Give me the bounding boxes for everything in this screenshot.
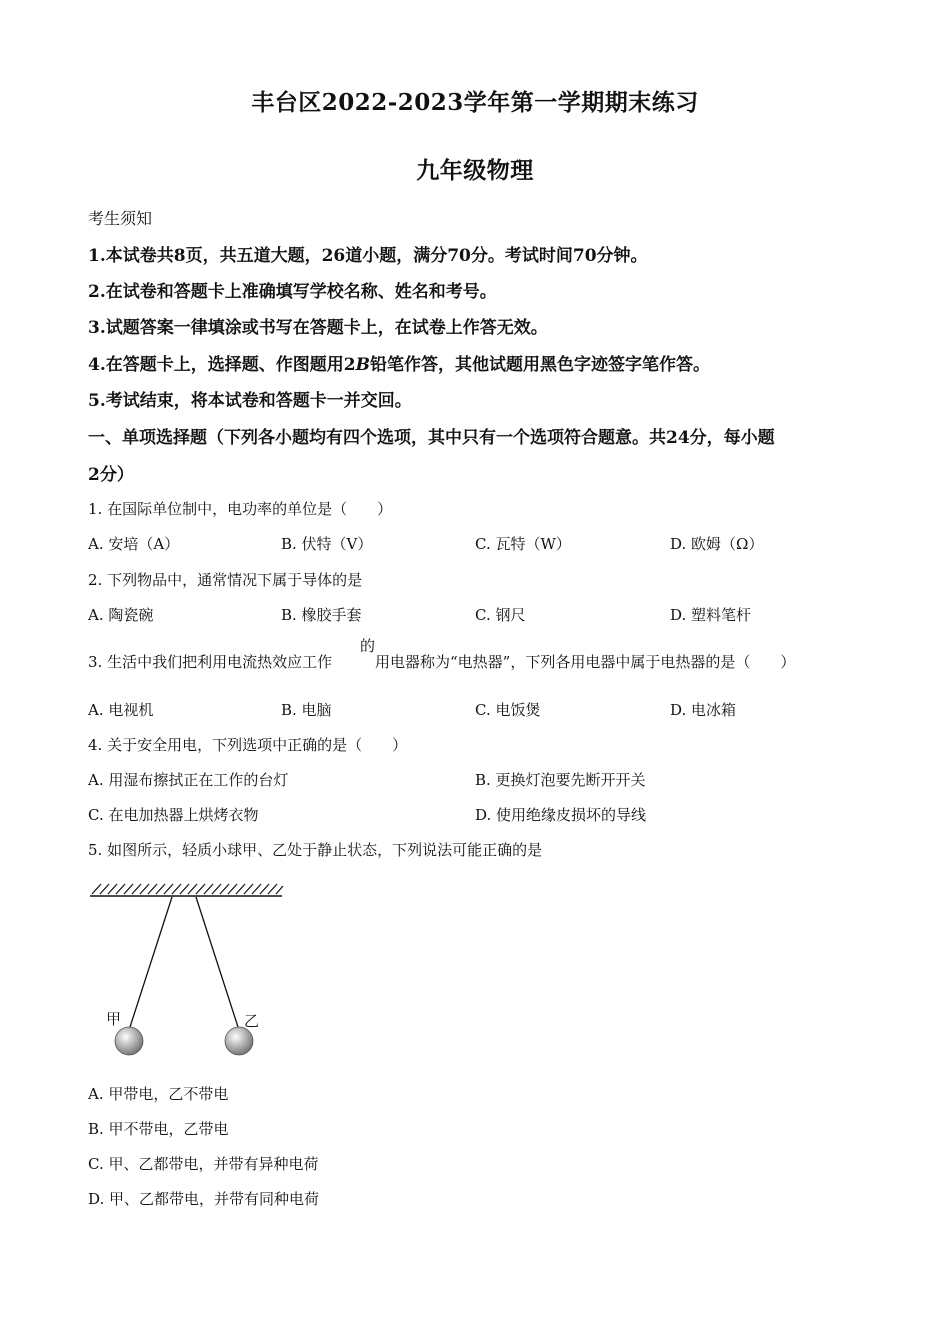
- notice-item-4: [88, 350, 710, 375]
- question-3-stem-sup: 的: [360, 637, 376, 655]
- pendulum-figure: [88, 874, 298, 1064]
- question-5-option-d: D. 甲、乙都带电，并带有同种电荷: [88, 1190, 320, 1208]
- notice-item-2: 2.在试卷和答题卡上准确填写学校名称、姓名和考号。: [88, 282, 497, 302]
- ceiling-support: [90, 884, 283, 896]
- notice-item-4-italic: B: [355, 355, 370, 375]
- question-2-option-a: A. 陶瓷碗: [88, 606, 154, 624]
- thread-left: [130, 897, 172, 1027]
- question-5-option-a: A. 甲带电，乙不带电: [88, 1085, 229, 1103]
- question-5-option-c: C. 甲、乙都带电，并带有异种电荷: [88, 1155, 319, 1173]
- question-4-option-b: B. 更换灯泡要先断开开关: [475, 771, 646, 789]
- notice-item-5: 5.考试结束，将本试卷和答题卡一并交回。: [88, 391, 412, 411]
- question-2-option-c: C. 钢尺: [475, 606, 526, 624]
- question-4-option-d: D. 使用绝缘皮损坏的导线: [475, 806, 647, 824]
- notice-item-1: 1.本试卷共8页，共五道大题，26道小题，满分70分。考试时间70分钟。: [88, 246, 648, 266]
- notice-item-3: 3.试题答案一律填涂或书写在答题卡上，在试卷上作答无效。: [88, 318, 548, 338]
- question-1-option-a: A. 安培（A）: [88, 535, 180, 553]
- question-3-option-b: B. 电脑: [281, 701, 332, 719]
- ball-right: [225, 1027, 253, 1055]
- page-subtitle: 九年级物理: [416, 157, 534, 184]
- question-1-stem: 1. 在国际单位制中，电功率的单位是（ ）: [88, 500, 393, 518]
- question-2-stem: 2. 下列物品中，通常情况下属于导体的是: [88, 571, 363, 589]
- question-1-option-d: D. 欧姆（Ω）: [670, 535, 764, 553]
- question-4-option-a: A. 用湿布擦拭正在工作的台灯: [88, 771, 289, 789]
- label-jia: 甲: [106, 1010, 122, 1028]
- notice-heading: 考生须知: [88, 209, 153, 228]
- notice-item-4-before: 4.在答题卡上，选择题、作图题用2: [88, 355, 356, 375]
- question-1-option-c: C. 瓦特（W）: [475, 535, 571, 553]
- question-5-option-b: B. 甲不带电，乙带电: [88, 1120, 229, 1138]
- question-2-option-b: B. 橡胶手套: [281, 606, 362, 624]
- label-yi: 乙: [244, 1012, 260, 1030]
- question-3-option-a: A. 电视机: [88, 701, 154, 719]
- question-3-stem-a: 3. 生活中我们把利用电流热效应工作: [88, 653, 333, 671]
- question-4-option-c: C. 在电加热器上烘烤衣物: [88, 806, 259, 824]
- question-1-option-b: B. 伏特（V）: [281, 535, 373, 553]
- section-heading-line1: 一、单项选择题（下列各小题均有四个选项，其中只有一个选项符合题意。共24分，每小题: [88, 428, 775, 448]
- question-3-option-c: C. 电饭煲: [475, 701, 541, 719]
- question-5-stem: 5. 如图所示，轻质小球甲、乙处于静止状态，下列说法可能正确的是: [88, 841, 543, 859]
- question-3-option-d: D. 电冰箱: [670, 701, 737, 719]
- ball-left: [115, 1027, 143, 1055]
- thread-right: [196, 897, 238, 1027]
- section-heading-line2: 2分）: [88, 465, 134, 485]
- question-2-option-d: D. 塑料笔杆: [670, 606, 752, 624]
- page-title: 丰台区2022-2023学年第一学期期末练习: [251, 89, 699, 116]
- question-3-stem-b: 用电器称为“电热器”，下列各用电器中属于电热器的是（ ）: [375, 653, 796, 671]
- question-4-stem: 4. 关于安全用电，下列选项中正确的是（ ）: [88, 736, 408, 754]
- notice-item-4-after: 铅笔作答，其他试题用黑色字迹签字笔作答。: [369, 355, 710, 375]
